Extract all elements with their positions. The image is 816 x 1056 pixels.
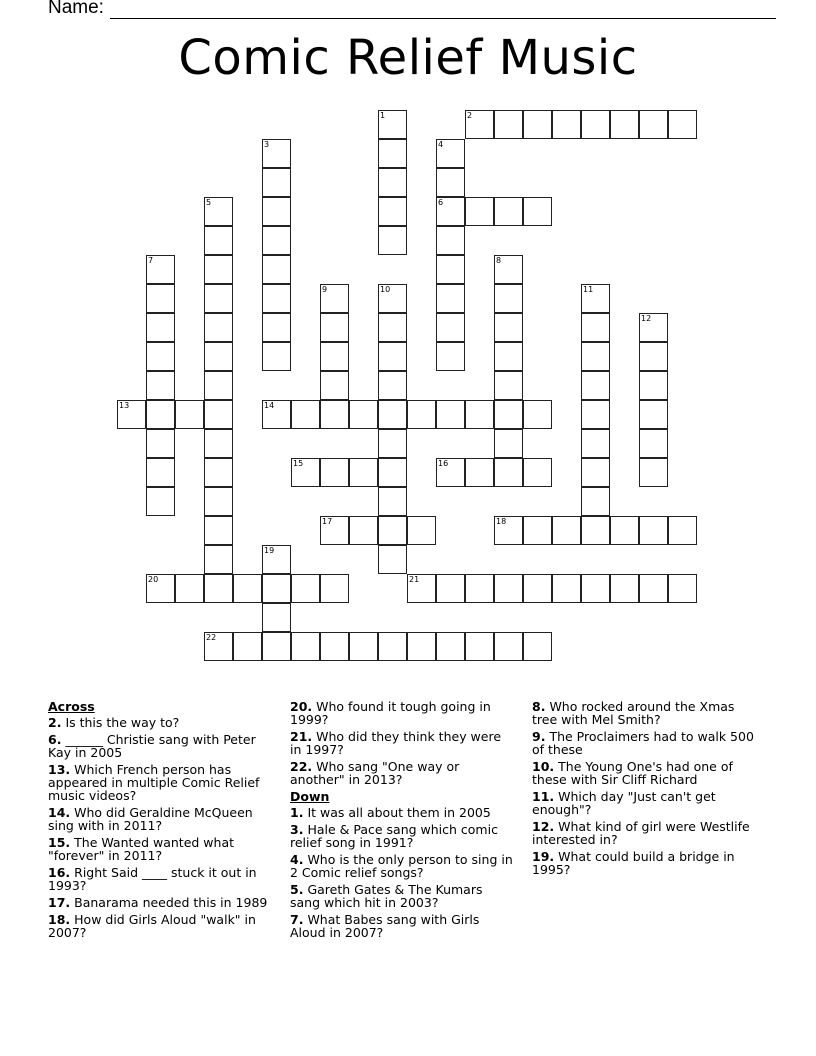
clue-number: 17 <box>322 517 333 526</box>
grid-cell[interactable] <box>436 313 465 342</box>
across-heading: Across <box>48 699 95 714</box>
grid-cell[interactable] <box>465 574 494 603</box>
clue-number: 7 <box>148 256 154 265</box>
grid-cell[interactable] <box>262 400 291 429</box>
grid-cell[interactable] <box>639 516 668 545</box>
grid-cell[interactable] <box>610 516 639 545</box>
grid-cell[interactable] <box>436 139 465 168</box>
clues-column-1 <box>48 700 273 943</box>
grid-cell[interactable] <box>465 632 494 661</box>
grid-cell[interactable] <box>204 342 233 371</box>
clue-down-5: 5. Gareth Gates & The Kumars sang which hit in 2003? <box>290 882 483 910</box>
grid-cell[interactable] <box>204 255 233 284</box>
grid-cell[interactable] <box>552 574 581 603</box>
grid-cell[interactable] <box>378 226 407 255</box>
grid-cell[interactable] <box>494 342 523 371</box>
grid-cell[interactable] <box>581 458 610 487</box>
grid-cell[interactable] <box>320 371 349 400</box>
grid-cell[interactable] <box>552 110 581 139</box>
grid-cell[interactable] <box>668 516 697 545</box>
grid-cell[interactable] <box>320 313 349 342</box>
grid-cell[interactable] <box>349 632 378 661</box>
grid-cell[interactable] <box>639 313 668 342</box>
grid-cell[interactable] <box>320 284 349 313</box>
clue-number: 18 <box>496 517 507 526</box>
clue-number: 15 <box>293 459 304 468</box>
grid-cell[interactable] <box>262 284 291 313</box>
clue-down-8: 8. Who rocked around the Xmas tree with Mel Smith? <box>532 699 735 727</box>
grid-cell[interactable] <box>378 313 407 342</box>
grid-cell[interactable] <box>204 632 233 661</box>
grid-cell[interactable] <box>581 342 610 371</box>
grid-cell[interactable] <box>291 458 320 487</box>
grid-cell[interactable] <box>581 487 610 516</box>
clue-across-16: 16. Right Said ____ stuck it out in 1993? <box>48 865 257 893</box>
grid-cell[interactable] <box>436 168 465 197</box>
grid-cell[interactable] <box>494 429 523 458</box>
clue-number: 11 <box>583 285 594 294</box>
grid-cell[interactable] <box>262 574 291 603</box>
grid-cell[interactable] <box>262 255 291 284</box>
clue-across-17: 17. Banarama needed this in 1989 <box>48 895 268 910</box>
grid-cell[interactable] <box>494 371 523 400</box>
clue-number: 16 <box>438 459 449 468</box>
grid-cell[interactable] <box>320 516 349 545</box>
grid-cell[interactable] <box>378 284 407 313</box>
grid-cell[interactable] <box>436 400 465 429</box>
grid-cell[interactable] <box>204 400 233 429</box>
clue-down-12: 12. What kind of girl were Westlife interested in? <box>532 819 750 847</box>
grid-cell[interactable] <box>436 255 465 284</box>
grid-cell[interactable] <box>378 139 407 168</box>
grid-cell[interactable] <box>262 168 291 197</box>
clue-down-19: 19. What could build a bridge in 1995? <box>532 849 735 877</box>
grid-cell[interactable] <box>378 400 407 429</box>
grid-cell[interactable] <box>320 458 349 487</box>
clue-number: 9 <box>322 285 328 294</box>
grid-cell[interactable] <box>581 429 610 458</box>
clue-down-11: 11. Which day "Just can't get enough"? <box>532 789 716 817</box>
grid-cell[interactable] <box>262 632 291 661</box>
grid-cell[interactable] <box>436 342 465 371</box>
grid-cell[interactable] <box>320 400 349 429</box>
clue-down-9: 9. The Proclaimers had to walk 500 of these <box>532 729 754 757</box>
grid-cell[interactable] <box>204 197 233 226</box>
clue-number: 14 <box>264 401 275 410</box>
page-title: Comic Relief Music <box>178 30 638 86</box>
grid-cell[interactable] <box>378 197 407 226</box>
grid-cell[interactable] <box>407 400 436 429</box>
grid-cell[interactable] <box>494 458 523 487</box>
grid-cell[interactable] <box>320 632 349 661</box>
clue-number: 1 <box>380 111 386 120</box>
grid-cell[interactable] <box>523 516 552 545</box>
grid-cell[interactable] <box>291 574 320 603</box>
grid-cell[interactable] <box>378 516 407 545</box>
grid-cell[interactable] <box>436 226 465 255</box>
grid-cell[interactable] <box>378 632 407 661</box>
grid-cell[interactable] <box>436 284 465 313</box>
grid-cell[interactable] <box>378 371 407 400</box>
clue-across-6: 6. ______ Christie sang with Peter Kay in 2005 <box>48 732 256 760</box>
clue-number: 8 <box>496 256 502 265</box>
name-label: Name: <box>48 0 104 18</box>
clue-across-2: 2. Is this the way to? <box>48 715 180 730</box>
grid-cell[interactable] <box>262 197 291 226</box>
clue-number: 13 <box>119 401 130 410</box>
grid-cell[interactable] <box>378 458 407 487</box>
grid-cell[interactable] <box>407 632 436 661</box>
clue-across-21: 21. Who did they think they were in 1997? <box>290 729 502 757</box>
clue-down-4: 4. Who is the only person to sing in 2 Comic relief songs? <box>290 852 513 880</box>
grid-cell[interactable] <box>523 458 552 487</box>
grid-cell[interactable] <box>378 168 407 197</box>
grid-cell[interactable] <box>581 284 610 313</box>
grid-cell[interactable] <box>204 516 233 545</box>
grid-cell[interactable] <box>349 400 378 429</box>
grid-cell[interactable] <box>233 574 262 603</box>
grid-cell[interactable] <box>146 400 175 429</box>
grid-cell[interactable] <box>204 371 233 400</box>
grid-cell[interactable] <box>378 429 407 458</box>
grid-cell[interactable] <box>204 226 233 255</box>
grid-cell[interactable] <box>610 110 639 139</box>
grid-cell[interactable] <box>436 197 465 226</box>
clue-number: 5 <box>206 198 212 207</box>
grid-cell[interactable] <box>204 429 233 458</box>
grid-cell[interactable] <box>407 574 436 603</box>
grid-cell[interactable] <box>204 284 233 313</box>
grid-cell[interactable] <box>146 255 175 284</box>
grid-cell[interactable] <box>494 255 523 284</box>
grid-cell[interactable] <box>581 516 610 545</box>
clue-down-10: 10. The Young One's had one of these with Sir Cliff Richard <box>532 759 733 787</box>
grid-cell[interactable] <box>117 400 146 429</box>
grid-cell[interactable] <box>552 516 581 545</box>
grid-cell[interactable] <box>204 487 233 516</box>
grid-cell[interactable] <box>204 313 233 342</box>
clue-number: 10 <box>380 285 391 294</box>
grid-cell[interactable] <box>639 574 668 603</box>
clue-across-13: 13. Which French person has appeared in multiple Comic Relief music videos? <box>48 762 260 803</box>
clue-number: 2 <box>467 111 473 120</box>
grid-cell[interactable] <box>465 197 494 226</box>
grid-cell[interactable] <box>204 574 233 603</box>
grid-cell[interactable] <box>494 313 523 342</box>
clue-across-14: 14. Who did Geraldine McQueen sing with in 2011? <box>48 805 253 833</box>
grid-cell[interactable] <box>465 110 494 139</box>
grid-cell[interactable] <box>523 197 552 226</box>
grid-cell[interactable] <box>581 371 610 400</box>
grid-cell[interactable] <box>581 574 610 603</box>
grid-cell[interactable] <box>146 574 175 603</box>
clue-across-20: 20. Who found it tough going in 1999? <box>290 699 491 727</box>
grid-cell[interactable] <box>668 110 697 139</box>
clue-down-3: 3. Hale & Pace sang which comic relief song in 1991? <box>290 822 498 850</box>
grid-cell[interactable] <box>233 632 262 661</box>
grid-cell[interactable] <box>494 197 523 226</box>
grid-cell[interactable] <box>523 574 552 603</box>
grid-cell[interactable] <box>668 574 697 603</box>
grid-cell[interactable] <box>523 110 552 139</box>
clue-number: 20 <box>148 575 159 584</box>
grid-cell[interactable] <box>262 342 291 371</box>
grid-cell[interactable] <box>204 458 233 487</box>
grid-cell[interactable] <box>262 226 291 255</box>
grid-cell[interactable] <box>175 400 204 429</box>
grid-cell[interactable] <box>436 632 465 661</box>
clue-number: 4 <box>438 140 444 149</box>
clue-number: 12 <box>641 314 652 323</box>
clue-down-7: 7. What Babes sang with Girls Aloud in 2007? <box>290 912 480 940</box>
grid-cell[interactable] <box>146 313 175 342</box>
grid-cell[interactable] <box>378 342 407 371</box>
grid-cell[interactable] <box>262 313 291 342</box>
grid-cell[interactable] <box>523 632 552 661</box>
clues-column-3 <box>532 700 757 880</box>
grid-cell[interactable] <box>146 458 175 487</box>
grid-cell[interactable] <box>378 545 407 574</box>
grid-cell[interactable] <box>262 603 291 632</box>
clue-number: 6 <box>438 198 444 207</box>
grid-cell[interactable] <box>262 139 291 168</box>
grid-cell[interactable] <box>320 574 349 603</box>
grid-cell[interactable] <box>349 516 378 545</box>
grid-cell[interactable] <box>494 574 523 603</box>
grid-cell[interactable] <box>146 284 175 313</box>
grid-cell[interactable] <box>494 400 523 429</box>
grid-cell[interactable] <box>639 429 668 458</box>
grid-cell[interactable] <box>639 400 668 429</box>
grid-cell[interactable] <box>523 400 552 429</box>
grid-cell[interactable] <box>146 342 175 371</box>
grid-cell[interactable] <box>320 342 349 371</box>
grid-cell[interactable] <box>639 110 668 139</box>
grid-cell[interactable] <box>494 632 523 661</box>
grid-cell[interactable] <box>175 574 204 603</box>
grid-cell[interactable] <box>349 458 378 487</box>
clue-across-18: 18. How did Girls Aloud "walk" in 2007? <box>48 912 256 940</box>
down-heading: Down <box>290 789 330 804</box>
grid-cell[interactable] <box>146 487 175 516</box>
clues-column-2 <box>290 700 515 943</box>
grid-cell[interactable] <box>639 342 668 371</box>
grid-cell[interactable] <box>581 313 610 342</box>
grid-cell[interactable] <box>204 545 233 574</box>
clue-number: 22 <box>206 633 217 642</box>
grid-cell[interactable] <box>639 371 668 400</box>
grid-cell[interactable] <box>610 574 639 603</box>
grid-cell[interactable] <box>465 458 494 487</box>
clue-across-22: 22. Who sang "One way or another" in 2013? <box>290 759 460 787</box>
grid-cell[interactable] <box>581 400 610 429</box>
grid-cell[interactable] <box>465 400 494 429</box>
grid-cell[interactable] <box>581 110 610 139</box>
grid-cell[interactable] <box>639 458 668 487</box>
grid-cell[interactable] <box>378 487 407 516</box>
grid-cell[interactable] <box>291 632 320 661</box>
clue-number: 3 <box>264 140 270 149</box>
grid-cell[interactable] <box>146 429 175 458</box>
grid-cell[interactable] <box>146 371 175 400</box>
grid-cell[interactable] <box>378 110 407 139</box>
clue-number: 19 <box>264 546 275 555</box>
clue-down-1: 1. It was all about them in 2005 <box>290 805 491 820</box>
grid-cell[interactable] <box>436 574 465 603</box>
grid-cell[interactable] <box>494 110 523 139</box>
clue-across-15: 15. The Wanted wanted what "forever" in 2011? <box>48 835 235 863</box>
grid-cell[interactable] <box>407 516 436 545</box>
clue-number: 21 <box>409 575 420 584</box>
grid-cell[interactable] <box>494 516 523 545</box>
grid-cell[interactable] <box>436 458 465 487</box>
grid-cell[interactable] <box>291 400 320 429</box>
grid-cell[interactable] <box>494 284 523 313</box>
grid-cell[interactable] <box>262 545 291 574</box>
